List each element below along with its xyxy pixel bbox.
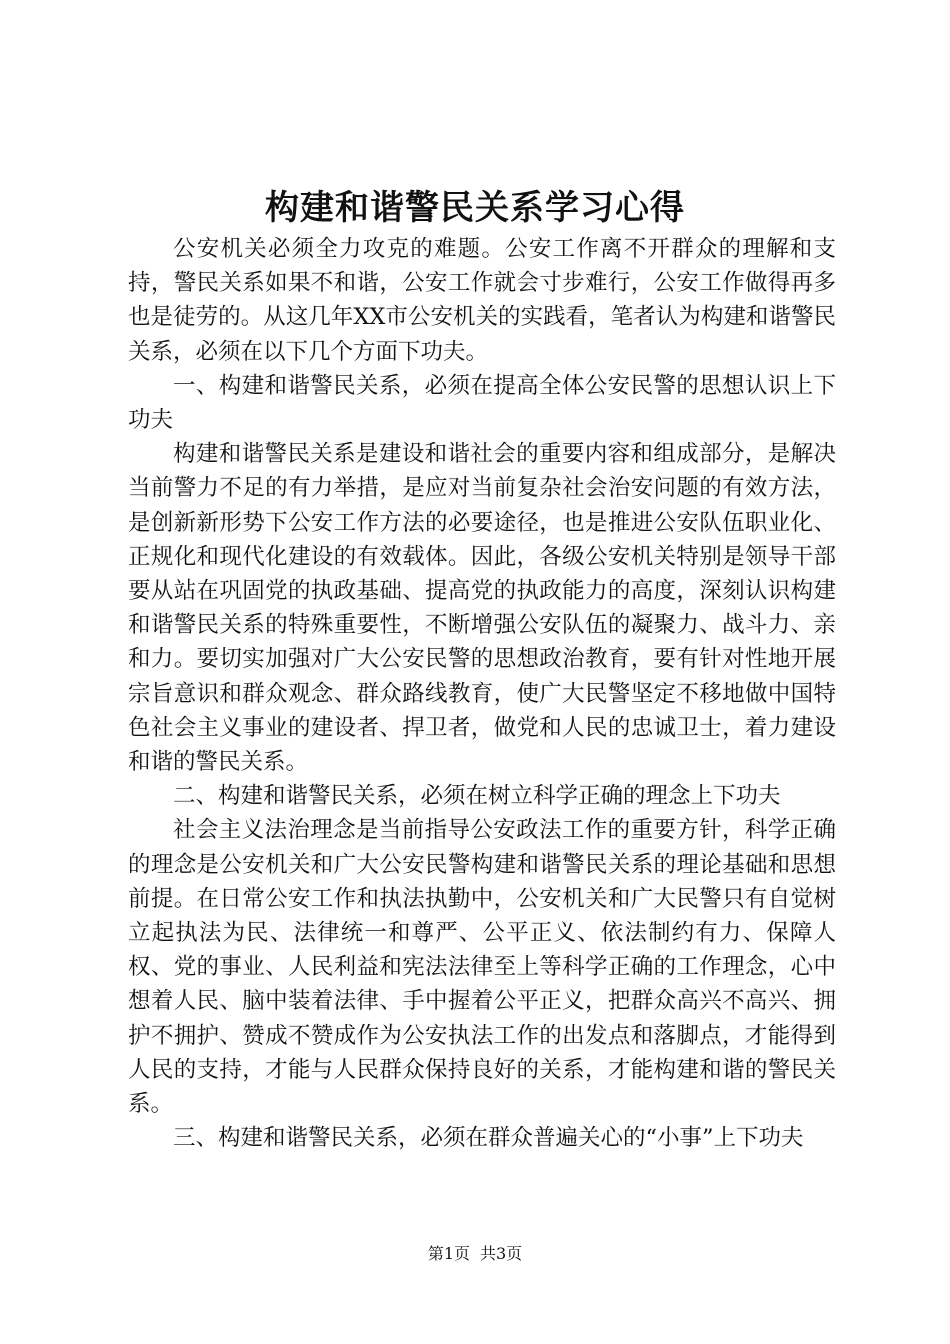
section-heading-2: 二、构建和谐警民关系，必须在树立科学正确的理念上下功夫 <box>173 783 781 810</box>
paragraph-section-1: 构建和谐警民关系是建设和谐社会的重要内容和组成部分，是解决当前警力不足的有力举措，是应对当前复杂社会治安问题的有效方法，是创新新形势下公安工作方法的必要途径，也是推进公安队伍职业化、正规化和现代化建设的有效载体。因此，各级公安机关特别是领导干部要从站在巩固党的执政基础、提高党的执政能力的高度，深刻认识构建和谐警民关系的特殊重要性，不断增强公安队伍的凝聚力、战斗力、亲和力。要切实加强对广大公安民警的思想政治教育，要有针对性地开展宗旨意识和群众观念、群众路线教育，使广大民警坚定不移地做中国特色社会主义事业的建设者、捍卫者，做党和人民的忠诚卫士，着力建设和谐的警民关系。 <box>128 441 836 776</box>
page-footer <box>0 1243 950 1265</box>
page-number: 第1页 <box>427 1244 470 1263</box>
document-title: 构建和谐警民关系学习心得 <box>265 188 685 228</box>
section-heading-3: 三、构建和谐警民关系，必须在群众普遍关心的“小事”上下功夫 <box>173 1125 804 1152</box>
document-body <box>128 232 836 1155</box>
paragraph-intro: 公安机关必须全力攻克的难题。公安工作离不开群众的理解和支持，警民关系如果不和谐，公安工作就会寸步难行，公安工作做得再多也是徒劳的。从这几年XX市公安机关的实践看，笔者认为构建和谐警民关系，必须在以下几个方面下功夫。 <box>128 236 836 365</box>
page-total: 共3页 <box>480 1244 523 1263</box>
paragraph-section-2: 社会主义法治理念是当前指导公安政法工作的重要方针，科学正确的理念是公安机关和广大公安民警构建和谐警民关系的理论基础和思想前提。在日常公安工作和执法执勤中，公安机关和广大民警只有自觉树立起执法为民、法律统一和尊严、公平正义、依法制约有力、保障人权、党的事业、人民利益和宪法法律至上等科学正确的工作理念，心中想着人民、脑中装着法律、手中握着公平正义，把群众高兴不高兴、拥护不拥护、赞成不赞成作为公安执法工作的出发点和落脚点，才能得到人民的支持，才能与人民群众保持良好的关系，才能构建和谐的警民关系。 <box>128 817 836 1118</box>
section-heading-1: 一、构建和谐警民关系，必须在提高全体公安民警的思想认识上下功夫 <box>128 372 836 434</box>
